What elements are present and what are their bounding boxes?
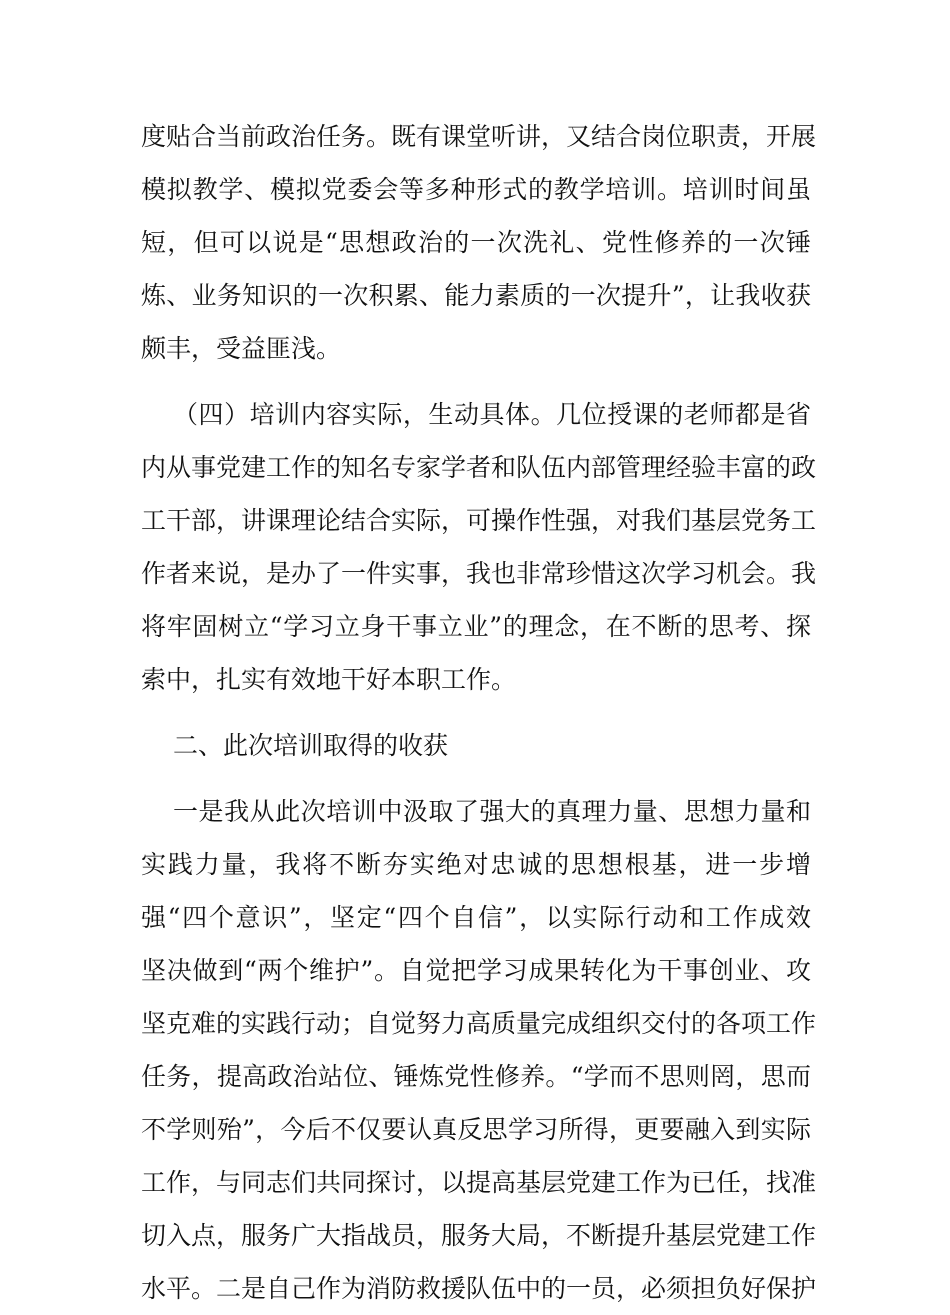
text-line: 实践力量，我将不断夯实绝对忠诚的思想根基，进一步增 (141, 850, 811, 879)
text-line: 颇丰，受益匪浅。 (141, 334, 342, 363)
paragraph-gap (141, 375, 811, 388)
text-line: 一是我从此次培训中汲取了强大的真理力量、思想力量和 (173, 797, 811, 826)
text-line: 将牢固树立“学习立身干事立业”的理念，在不断的思考、探 (141, 612, 811, 641)
text-line: 坚决做到“两个维护”。自觉把学习成果转化为干事创业、攻 (141, 956, 811, 985)
text-line: 索中，扎实有效地干好本职工作。 (141, 665, 517, 694)
paragraph (141, 110, 817, 375)
paragraph-gap (141, 772, 811, 785)
text-line: 切入点，服务广大指战员，服务大局，不断提升基层党建工作 (141, 1221, 817, 1250)
text-line: 坚克难的实践行动；自觉努力高质量完成组织交付的各项工作 (141, 1009, 817, 1038)
document-body (141, 110, 817, 1315)
text-line: 工作，与同志们共同探讨，以提高基层党建工作为已任，找准 (141, 1168, 817, 1197)
paragraph (141, 785, 817, 1315)
text-line: 度贴合当前政治任务。既有课堂听讲，又结合岗位职责，开展 (141, 122, 817, 151)
text-line: 炼、业务知识的一次积累、能力素质的一次提升”，让我收获 (141, 281, 811, 310)
text-line: 不学则殆”，今后不仅要认真反思学习所得，更要融入到实际 (141, 1115, 811, 1144)
text-line: 强“四个意识”，坚定“四个自信”，以实际行动和工作成效 (141, 903, 811, 932)
paragraph-gap (141, 706, 811, 719)
text-line: 水平。二是自己作为消防救援队伍中的一员，必须担负好保护 (141, 1274, 817, 1303)
paragraph (141, 719, 811, 772)
text-line: （四）培训内容实际，生动具体。几位授课的老师都是省 (173, 400, 811, 429)
text-line: 二、此次培训取得的收获 (173, 731, 449, 760)
text-line: 工干部，讲课理论结合实际，可操作性强，对我们基层党务工 (141, 506, 817, 535)
text-line: 模拟教学、模拟党委会等多种形式的教学培训。培训时间虽 (141, 175, 811, 204)
text-line: 内从事党建工作的知名专家学者和队伍内部管理经验丰富的政 (141, 453, 817, 482)
text-line: 短，但可以说是“思想政治的一次洗礼、党性修养的一次锤 (141, 228, 811, 257)
text-line: 作者来说，是办了一件实事，我也非常珍惜这次学习机会。我 (141, 559, 817, 588)
paragraph (141, 388, 817, 706)
text-line: 任务，提高政治站位、锤炼党性修养。“学而不思则罔，思而 (141, 1062, 811, 1091)
